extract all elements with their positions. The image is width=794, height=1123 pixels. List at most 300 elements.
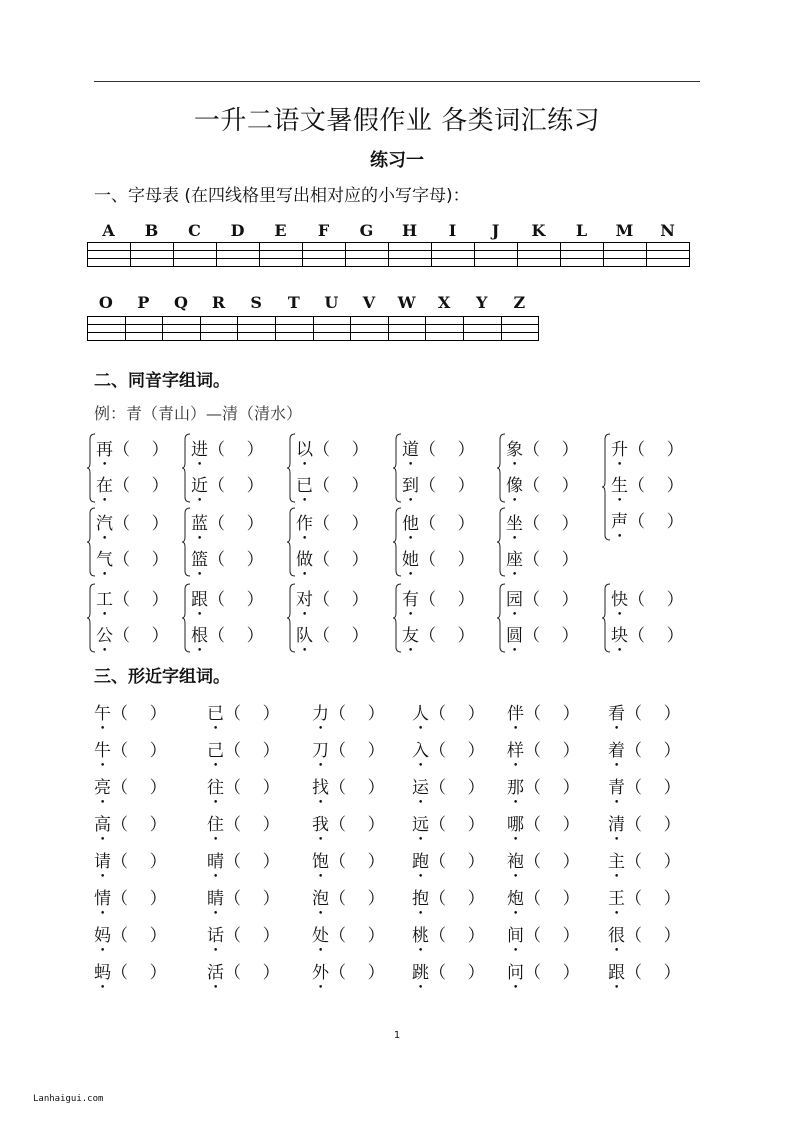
similar-char-item[interactable] (94, 773, 167, 808)
answer-blank[interactable]: （ ） (313, 514, 369, 534)
target-char: 牛 (94, 741, 111, 761)
grid-cell[interactable] (303, 259, 346, 267)
answer-blank[interactable]: （ ） (224, 741, 280, 761)
answer-blank[interactable]: （ ） (625, 889, 681, 909)
answer-blank[interactable]: （ ） (329, 778, 385, 798)
answer-blank[interactable]: （ ） (429, 778, 485, 798)
page-title: 一升二语文暑假作业 各类词汇练习 (193, 106, 601, 136)
similar-char-item[interactable] (207, 921, 280, 956)
answer-blank[interactable]: （ ） (625, 704, 681, 724)
homophone-item[interactable] (402, 545, 475, 580)
similar-char-item[interactable] (507, 736, 580, 771)
answer-blank[interactable]: （ ） (111, 704, 167, 724)
target-char: 力 (312, 704, 329, 724)
answer-blank[interactable]: （ ） (429, 815, 485, 835)
answer-blank[interactable]: （ ） (429, 741, 485, 761)
homophone-item[interactable] (506, 471, 579, 506)
homophone-item[interactable] (296, 471, 369, 506)
homophone-item[interactable] (506, 509, 579, 544)
target-char: 活 (207, 963, 224, 983)
grid-cell[interactable] (426, 333, 464, 341)
similar-char-item[interactable] (207, 736, 280, 771)
grid-cell[interactable] (432, 243, 475, 251)
answer-blank[interactable]: （ ） (113, 590, 169, 610)
similar-char-item[interactable] (412, 773, 485, 808)
answer-blank[interactable]: （ ） (524, 889, 580, 909)
answer-blank[interactable]: （ ） (113, 550, 169, 570)
similar-char-item[interactable] (507, 810, 580, 845)
similar-char-item[interactable] (608, 699, 681, 734)
target-char: 抱 (412, 889, 429, 909)
grid-cell[interactable] (561, 259, 604, 267)
homophone-item[interactable] (191, 545, 264, 580)
answer-blank[interactable]: （ ） (113, 476, 169, 496)
similar-char-item[interactable] (412, 921, 485, 956)
homophone-item[interactable] (402, 585, 475, 620)
homophone-item[interactable] (191, 585, 264, 620)
letter-W: W (397, 293, 416, 312)
answer-blank[interactable]: （ ） (313, 626, 369, 646)
answer-blank[interactable]: （ ） (628, 590, 684, 610)
similar-char-item[interactable] (312, 847, 385, 882)
target-char: 饱 (312, 852, 329, 872)
grid-cell[interactable] (88, 333, 126, 341)
target-char: 主 (608, 852, 625, 872)
answer-blank[interactable]: （ ） (625, 778, 681, 798)
answer-blank[interactable]: （ ） (523, 514, 579, 534)
homophone-item[interactable] (96, 585, 169, 620)
grid-cell[interactable] (426, 317, 464, 325)
grid-cell[interactable] (131, 259, 174, 267)
target-char: 袍 (507, 852, 524, 872)
answer-blank[interactable]: （ ） (419, 440, 475, 460)
homophone-item[interactable] (296, 621, 369, 656)
homophone-item[interactable] (191, 621, 264, 656)
answer-blank[interactable]: （ ） (524, 852, 580, 872)
answer-blank[interactable]: （ ） (524, 963, 580, 983)
grid-cell[interactable] (346, 251, 389, 259)
similar-char-item[interactable] (94, 847, 167, 882)
grid-cell[interactable] (475, 243, 518, 251)
answer-blank[interactable]: （ ） (224, 963, 280, 983)
grid-cell[interactable] (200, 333, 238, 341)
similar-char-item[interactable] (94, 736, 167, 771)
answer-blank[interactable]: （ ） (429, 704, 485, 724)
grid-cell[interactable] (313, 317, 351, 325)
grid-cell[interactable] (238, 325, 276, 333)
answer-blank[interactable]: （ ） (111, 963, 167, 983)
grid-cell[interactable] (125, 317, 163, 325)
answer-blank[interactable]: （ ） (224, 926, 280, 946)
answer-blank[interactable]: （ ） (523, 476, 579, 496)
grid-cell[interactable] (432, 251, 475, 259)
grid-cell[interactable] (604, 259, 647, 267)
letter-E: E (274, 221, 287, 240)
answer-blank[interactable]: （ ） (419, 514, 475, 534)
answer-blank[interactable]: （ ） (329, 704, 385, 724)
answer-blank[interactable]: （ ） (224, 815, 280, 835)
answer-blank[interactable]: （ ） (111, 741, 167, 761)
grid-cell[interactable] (88, 243, 131, 251)
homophone-group (286, 507, 386, 577)
answer-blank[interactable]: （ ） (111, 926, 167, 946)
similar-char-item[interactable] (312, 958, 385, 993)
answer-blank[interactable]: （ ） (313, 550, 369, 570)
grid-cell[interactable] (432, 259, 475, 267)
answer-blank[interactable]: （ ） (419, 476, 475, 496)
similar-char-item[interactable] (207, 958, 280, 993)
answer-blank[interactable]: （ ） (313, 590, 369, 610)
target-char: 人 (412, 704, 429, 724)
grid-cell[interactable] (463, 317, 501, 325)
similar-char-item[interactable] (412, 958, 485, 993)
grid-cell[interactable] (388, 333, 426, 341)
similar-char-item[interactable] (608, 958, 681, 993)
similar-char-item[interactable] (608, 773, 681, 808)
similar-char-item[interactable] (507, 921, 580, 956)
answer-blank[interactable]: （ ） (625, 926, 681, 946)
similar-char-item[interactable] (207, 699, 280, 734)
homophone-item[interactable] (611, 435, 684, 470)
answer-blank[interactable]: （ ） (419, 550, 475, 570)
homophone-item[interactable] (402, 621, 475, 656)
grid-cell[interactable] (518, 259, 561, 267)
similar-char-item[interactable] (312, 773, 385, 808)
answer-blank[interactable]: （ ） (113, 626, 169, 646)
grid-cell[interactable] (163, 333, 201, 341)
target-char: 桃 (412, 926, 429, 946)
similar-char-item[interactable] (507, 958, 580, 993)
homophone-item[interactable] (506, 435, 579, 470)
similar-char-item[interactable] (207, 884, 280, 919)
target-char: 工 (96, 590, 113, 610)
grid-cell[interactable] (200, 325, 238, 333)
answer-blank[interactable]: （ ） (329, 741, 385, 761)
answer-blank[interactable]: （ ） (208, 514, 264, 534)
grid-cell[interactable] (125, 325, 163, 333)
similar-char-item[interactable] (412, 810, 485, 845)
answer-blank[interactable]: （ ） (628, 512, 684, 532)
homophone-item[interactable] (611, 507, 684, 542)
brace-icon (181, 583, 191, 653)
homophone-item[interactable] (191, 509, 264, 544)
similar-char-item[interactable] (312, 699, 385, 734)
answer-blank[interactable]: （ ） (625, 852, 681, 872)
answer-blank[interactable]: （ ） (208, 626, 264, 646)
target-char: 再 (96, 440, 113, 460)
similar-char-item[interactable] (608, 847, 681, 882)
answer-blank[interactable]: （ ） (329, 852, 385, 872)
brace-icon (86, 433, 96, 503)
answer-blank[interactable]: （ ） (419, 626, 475, 646)
grid-cell[interactable] (346, 243, 389, 251)
answer-blank[interactable]: （ ） (628, 440, 684, 460)
homophone-item[interactable] (611, 585, 684, 620)
letter-U: U (324, 293, 339, 312)
grid-cell[interactable] (518, 251, 561, 259)
grid-cell[interactable] (88, 325, 126, 333)
target-char: 样 (507, 741, 524, 761)
answer-blank[interactable]: （ ） (208, 440, 264, 460)
grid-cell[interactable] (303, 251, 346, 259)
grid-cell[interactable] (351, 333, 389, 341)
homophone-item[interactable] (296, 509, 369, 544)
answer-blank[interactable]: （ ） (625, 815, 681, 835)
homophone-item[interactable] (191, 435, 264, 470)
grid-cell[interactable] (275, 317, 313, 325)
homophone-group (601, 583, 701, 653)
grid-cell[interactable] (238, 317, 276, 325)
similar-char-item[interactable] (94, 810, 167, 845)
grid-cell[interactable] (217, 259, 260, 267)
letter-H: H (401, 221, 418, 240)
grid-cell[interactable] (174, 251, 217, 259)
grid-cell[interactable] (518, 243, 561, 251)
homophone-item[interactable] (296, 545, 369, 580)
similar-char-item[interactable] (507, 884, 580, 919)
homophone-item[interactable] (296, 435, 369, 470)
grid-cell[interactable] (647, 251, 690, 259)
answer-blank[interactable]: （ ） (113, 440, 169, 460)
homophone-group (181, 583, 281, 653)
grid-cell[interactable] (647, 243, 690, 251)
target-char: 生 (611, 476, 628, 496)
answer-blank[interactable]: （ ） (111, 852, 167, 872)
answer-blank[interactable]: （ ） (224, 889, 280, 909)
letter-Q: Q (174, 293, 188, 312)
grid-cell[interactable] (238, 333, 276, 341)
answer-blank[interactable]: （ ） (523, 626, 579, 646)
grid-cell[interactable] (351, 317, 389, 325)
similar-char-item[interactable] (94, 958, 167, 993)
similar-char-item[interactable] (207, 847, 280, 882)
grid-cell[interactable] (313, 325, 351, 333)
page-subtitle: 练习一 (370, 150, 424, 171)
similar-char-item[interactable] (412, 699, 485, 734)
target-char: 跟 (191, 590, 208, 610)
homophone-item[interactable] (506, 621, 579, 656)
similar-char-item[interactable] (507, 699, 580, 734)
similar-char-item[interactable] (312, 921, 385, 956)
similar-char-item[interactable] (608, 810, 681, 845)
answer-blank[interactable]: （ ） (523, 590, 579, 610)
similar-char-item[interactable] (412, 884, 485, 919)
answer-blank[interactable]: （ ） (224, 704, 280, 724)
grid-cell[interactable] (125, 333, 163, 341)
four-line-grid-2 (87, 316, 539, 341)
grid-cell[interactable] (501, 333, 539, 341)
grid-cell[interactable] (174, 243, 217, 251)
answer-blank[interactable]: （ ） (429, 963, 485, 983)
grid-cell[interactable] (426, 325, 464, 333)
homophone-item[interactable] (96, 545, 169, 580)
homophone-item[interactable] (402, 509, 475, 544)
answer-blank[interactable]: （ ） (524, 815, 580, 835)
grid-cell[interactable] (388, 317, 426, 325)
grid-cell[interactable] (88, 317, 126, 325)
answer-blank[interactable]: （ ） (429, 889, 485, 909)
answer-blank[interactable]: （ ） (111, 778, 167, 798)
grid-cell[interactable] (388, 325, 426, 333)
answer-blank[interactable]: （ ） (313, 440, 369, 460)
grid-cell[interactable] (561, 243, 604, 251)
grid-cell[interactable] (303, 243, 346, 251)
grid-cell[interactable] (346, 259, 389, 267)
letter-B: B (144, 221, 159, 240)
similar-char-item[interactable] (94, 884, 167, 919)
answer-blank[interactable]: （ ） (329, 926, 385, 946)
homophone-group (286, 433, 386, 503)
letter-K: K (531, 221, 546, 240)
similar-char-item[interactable] (207, 810, 280, 845)
target-char: 像 (506, 476, 523, 496)
target-char: 往 (207, 778, 224, 798)
answer-blank[interactable]: （ ） (523, 550, 579, 570)
similar-char-item[interactable] (608, 736, 681, 771)
answer-blank[interactable]: （ ） (419, 590, 475, 610)
answer-blank[interactable]: （ ） (625, 963, 681, 983)
homophone-item[interactable] (96, 471, 169, 506)
homophone-item[interactable] (402, 471, 475, 506)
target-char: 进 (191, 440, 208, 460)
homophone-group (392, 583, 492, 653)
grid-cell[interactable] (131, 251, 174, 259)
grid-cell[interactable] (174, 259, 217, 267)
answer-blank[interactable]: （ ） (208, 476, 264, 496)
grid-cell[interactable] (463, 325, 501, 333)
answer-blank[interactable]: （ ） (628, 476, 684, 496)
similar-char-item[interactable] (94, 921, 167, 956)
homophone-item[interactable] (96, 509, 169, 544)
grid-cell[interactable] (561, 251, 604, 259)
target-char: 高 (94, 815, 111, 835)
homophone-item[interactable] (402, 435, 475, 470)
homophone-item[interactable] (611, 471, 684, 506)
letter-J: J (491, 221, 500, 240)
grid-cell[interactable] (275, 325, 313, 333)
answer-blank[interactable]: （ ） (524, 778, 580, 798)
grid-cell[interactable] (217, 251, 260, 259)
answer-blank[interactable]: （ ） (329, 889, 385, 909)
answer-blank[interactable]: （ ） (625, 741, 681, 761)
homophone-item[interactable] (96, 435, 169, 470)
similar-char-item[interactable] (412, 847, 485, 882)
letter-N: N (660, 221, 675, 240)
homophone-item[interactable] (96, 621, 169, 656)
answer-blank[interactable]: （ ） (329, 963, 385, 983)
homophone-item[interactable] (506, 585, 579, 620)
target-char: 篮 (191, 550, 208, 570)
answer-blank[interactable]: （ ） (628, 626, 684, 646)
answer-blank[interactable]: （ ） (208, 550, 264, 570)
answer-blank[interactable]: （ ） (224, 852, 280, 872)
answer-blank[interactable]: （ ） (429, 926, 485, 946)
answer-blank[interactable]: （ ） (313, 476, 369, 496)
answer-blank[interactable]: （ ） (524, 704, 580, 724)
homophone-item[interactable] (506, 545, 579, 580)
target-char: 坐 (506, 514, 523, 534)
target-char: 王 (608, 889, 625, 909)
grid-cell[interactable] (217, 243, 260, 251)
grid-cell[interactable] (163, 325, 201, 333)
letter-Y: Y (476, 293, 488, 312)
answer-blank[interactable]: （ ） (329, 815, 385, 835)
similar-char-item[interactable] (507, 773, 580, 808)
letter-S: S (250, 293, 262, 312)
grid-cell[interactable] (131, 243, 174, 251)
similar-char-item[interactable] (312, 810, 385, 845)
target-char: 远 (412, 815, 429, 835)
grid-cell[interactable] (475, 251, 518, 259)
grid-cell[interactable] (475, 259, 518, 267)
grid-cell[interactable] (647, 259, 690, 267)
target-char: 蚂 (94, 963, 111, 983)
target-char: 妈 (94, 926, 111, 946)
target-char: 象 (506, 440, 523, 460)
grid-cell[interactable] (200, 317, 238, 325)
grid-cell[interactable] (604, 243, 647, 251)
homophone-group (496, 507, 596, 577)
grid-cell[interactable] (389, 259, 432, 267)
grid-cell[interactable] (604, 251, 647, 259)
similar-char-item[interactable] (312, 736, 385, 771)
grid-cell[interactable] (389, 243, 432, 251)
grid-cell[interactable] (351, 325, 389, 333)
grid-cell[interactable] (389, 251, 432, 259)
target-char: 清 (608, 815, 625, 835)
answer-blank[interactable]: （ ） (524, 741, 580, 761)
grid-cell[interactable] (260, 259, 303, 267)
answer-blank[interactable]: （ ） (208, 590, 264, 610)
grid-cell[interactable] (260, 243, 303, 251)
homophone-item[interactable] (191, 471, 264, 506)
grid-cell[interactable] (313, 333, 351, 341)
target-char: 已 (296, 476, 313, 496)
answer-blank[interactable]: （ ） (111, 815, 167, 835)
grid-cell[interactable] (88, 251, 131, 259)
similar-char-item[interactable] (412, 736, 485, 771)
target-char: 他 (402, 514, 419, 534)
grid-cell[interactable] (501, 325, 539, 333)
grid-cell[interactable] (163, 317, 201, 325)
answer-blank[interactable]: （ ） (523, 440, 579, 460)
letter-V: V (362, 293, 376, 312)
answer-blank[interactable]: （ ） (224, 778, 280, 798)
grid-cell[interactable] (501, 317, 539, 325)
similar-char-item[interactable] (608, 921, 681, 956)
target-char: 睛 (207, 889, 224, 909)
answer-blank[interactable]: （ ） (113, 514, 169, 534)
homophone-item[interactable] (611, 621, 684, 656)
similar-char-item[interactable] (207, 773, 280, 808)
similar-char-item[interactable] (608, 884, 681, 919)
grid-cell[interactable] (260, 251, 303, 259)
similar-char-item[interactable] (312, 884, 385, 919)
similar-char-item[interactable] (94, 699, 167, 734)
grid-cell[interactable] (275, 333, 313, 341)
answer-blank[interactable]: （ ） (429, 852, 485, 872)
answer-blank[interactable]: （ ） (111, 889, 167, 909)
letter-F: F (317, 221, 330, 240)
brace-icon (86, 507, 96, 577)
letter-R: R (211, 293, 226, 312)
homophone-item[interactable] (296, 585, 369, 620)
grid-cell[interactable] (463, 333, 501, 341)
answer-blank[interactable]: （ ） (524, 926, 580, 946)
similar-char-item[interactable] (507, 847, 580, 882)
grid-cell[interactable] (88, 259, 131, 267)
target-char: 到 (402, 476, 419, 496)
